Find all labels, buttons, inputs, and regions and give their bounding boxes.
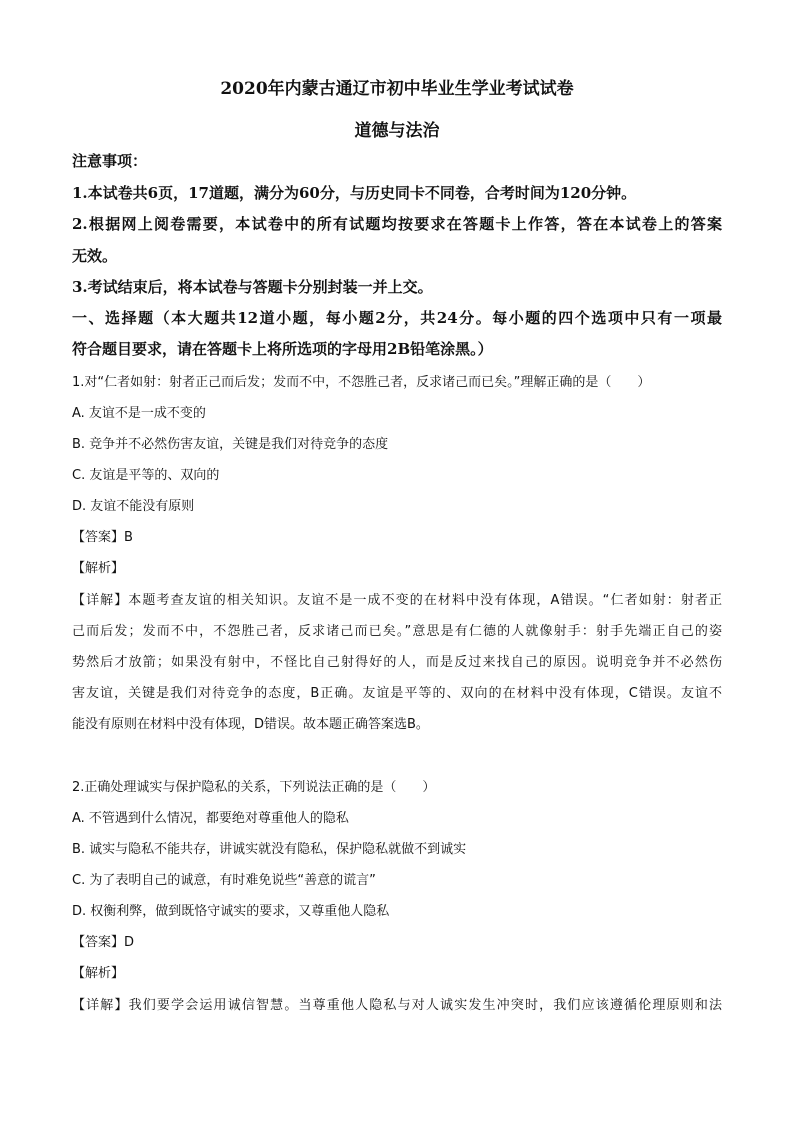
notice-item-2: 2.根据网上阅卷需要，本试卷中的所有试题均按要求在答题卡上作答，答在本试卷上的答案 [72, 215, 722, 233]
question-2-stem: 2.正确处理诚实与保护隐私的关系，下列说法正确的是（ ） [72, 780, 436, 795]
notice-item-3: 3.考试结束后，将本试卷与答题卡分别封装一并上交。 [72, 278, 433, 296]
question-1-detail-line: 己而后发；发而不中，不怨胜己者，反求诸己而已矣。”意思是有仁德的人就像射手：射手先端正自己的姿 [72, 624, 722, 639]
question-2-analysis-label: 【解析】 [72, 966, 125, 981]
question-2-option-b: B. 诚实与隐私不能共存，讲诚实就没有隐私，保护隐私就做不到诚实 [72, 842, 467, 857]
question-1-detail-line: 【详解】本题考查友谊的相关知识。友谊不是一成不变的在材料中没有体现，A错误。“仁者如射：射者正 [72, 593, 722, 608]
question-2-detail-line: 【详解】我们要学会运用诚信智慧。当尊重他人隐私与对人诚实发生冲突时，我们应该遵循伦理原则和法 [72, 998, 722, 1013]
question-2-answer: 【答案】D [72, 935, 135, 950]
question-1-detail-line: 能没有原则在材料中没有体现，D错误。故本题正确答案选B。 [72, 717, 429, 732]
question-2-option-a: A. 不管遇到什么情况，都要绝对尊重他人的隐私 [72, 811, 349, 826]
notice-item-1: 1.本试卷共6页，17道题，满分为60分，与历史同卡不同卷，合考时间为120分钟。 [72, 184, 637, 202]
exam-title: 2020年内蒙古通辽市初中毕业生学业考试试卷 [220, 79, 574, 99]
question-1-option-c: C. 友谊是平等的、双向的 [72, 468, 220, 483]
question-1-option-b: B. 竞争并不必然伤害友谊，关键是我们对待竞争的态度 [72, 437, 389, 452]
notice-item-2-cont: 无效。 [72, 247, 118, 265]
question-1-option-d: D. 友谊不能没有原则 [72, 499, 195, 514]
section-heading: 一、选择题（本大题共12道小题，每小题2分，共24分。每小题的四个选项中只有一项最 [72, 309, 722, 327]
question-2-option-d: D. 权衡利弊，做到既恪守诚实的要求，又尊重他人隐私 [72, 904, 390, 919]
subject-title: 道德与法治 [354, 121, 440, 141]
question-1-analysis-label: 【解析】 [72, 561, 125, 576]
question-1-answer: 【答案】B [72, 530, 133, 545]
question-1-detail-line: 害友谊，关键是我们对待竞争的态度，B正确。友谊是平等的、双向的在材料中没有体现，C错误。友谊不 [72, 686, 722, 701]
question-1-stem: 1.对“仁者如射：射者正己而后发；发而不中，不怨胜己者，反求诸己而已矣。”理解正确的是（ ） [72, 375, 651, 390]
question-1-detail-line: 势然后才放箭；如果没有射中，不怪比自己射得好的人，而是反过来找自己的原因。说明竞争并不必然伤 [72, 655, 722, 670]
question-2-option-c: C. 为了表明自己的诚意，有时难免说些“善意的谎言” [72, 873, 376, 888]
section-heading-cont: 符合题目要求，请在答题卡上将所选项的字母用2B铅笔涂黑。） [72, 340, 493, 358]
question-1-option-a: A. 友谊不是一成不变的 [72, 406, 206, 421]
notice-heading: 注意事项： [72, 152, 148, 170]
